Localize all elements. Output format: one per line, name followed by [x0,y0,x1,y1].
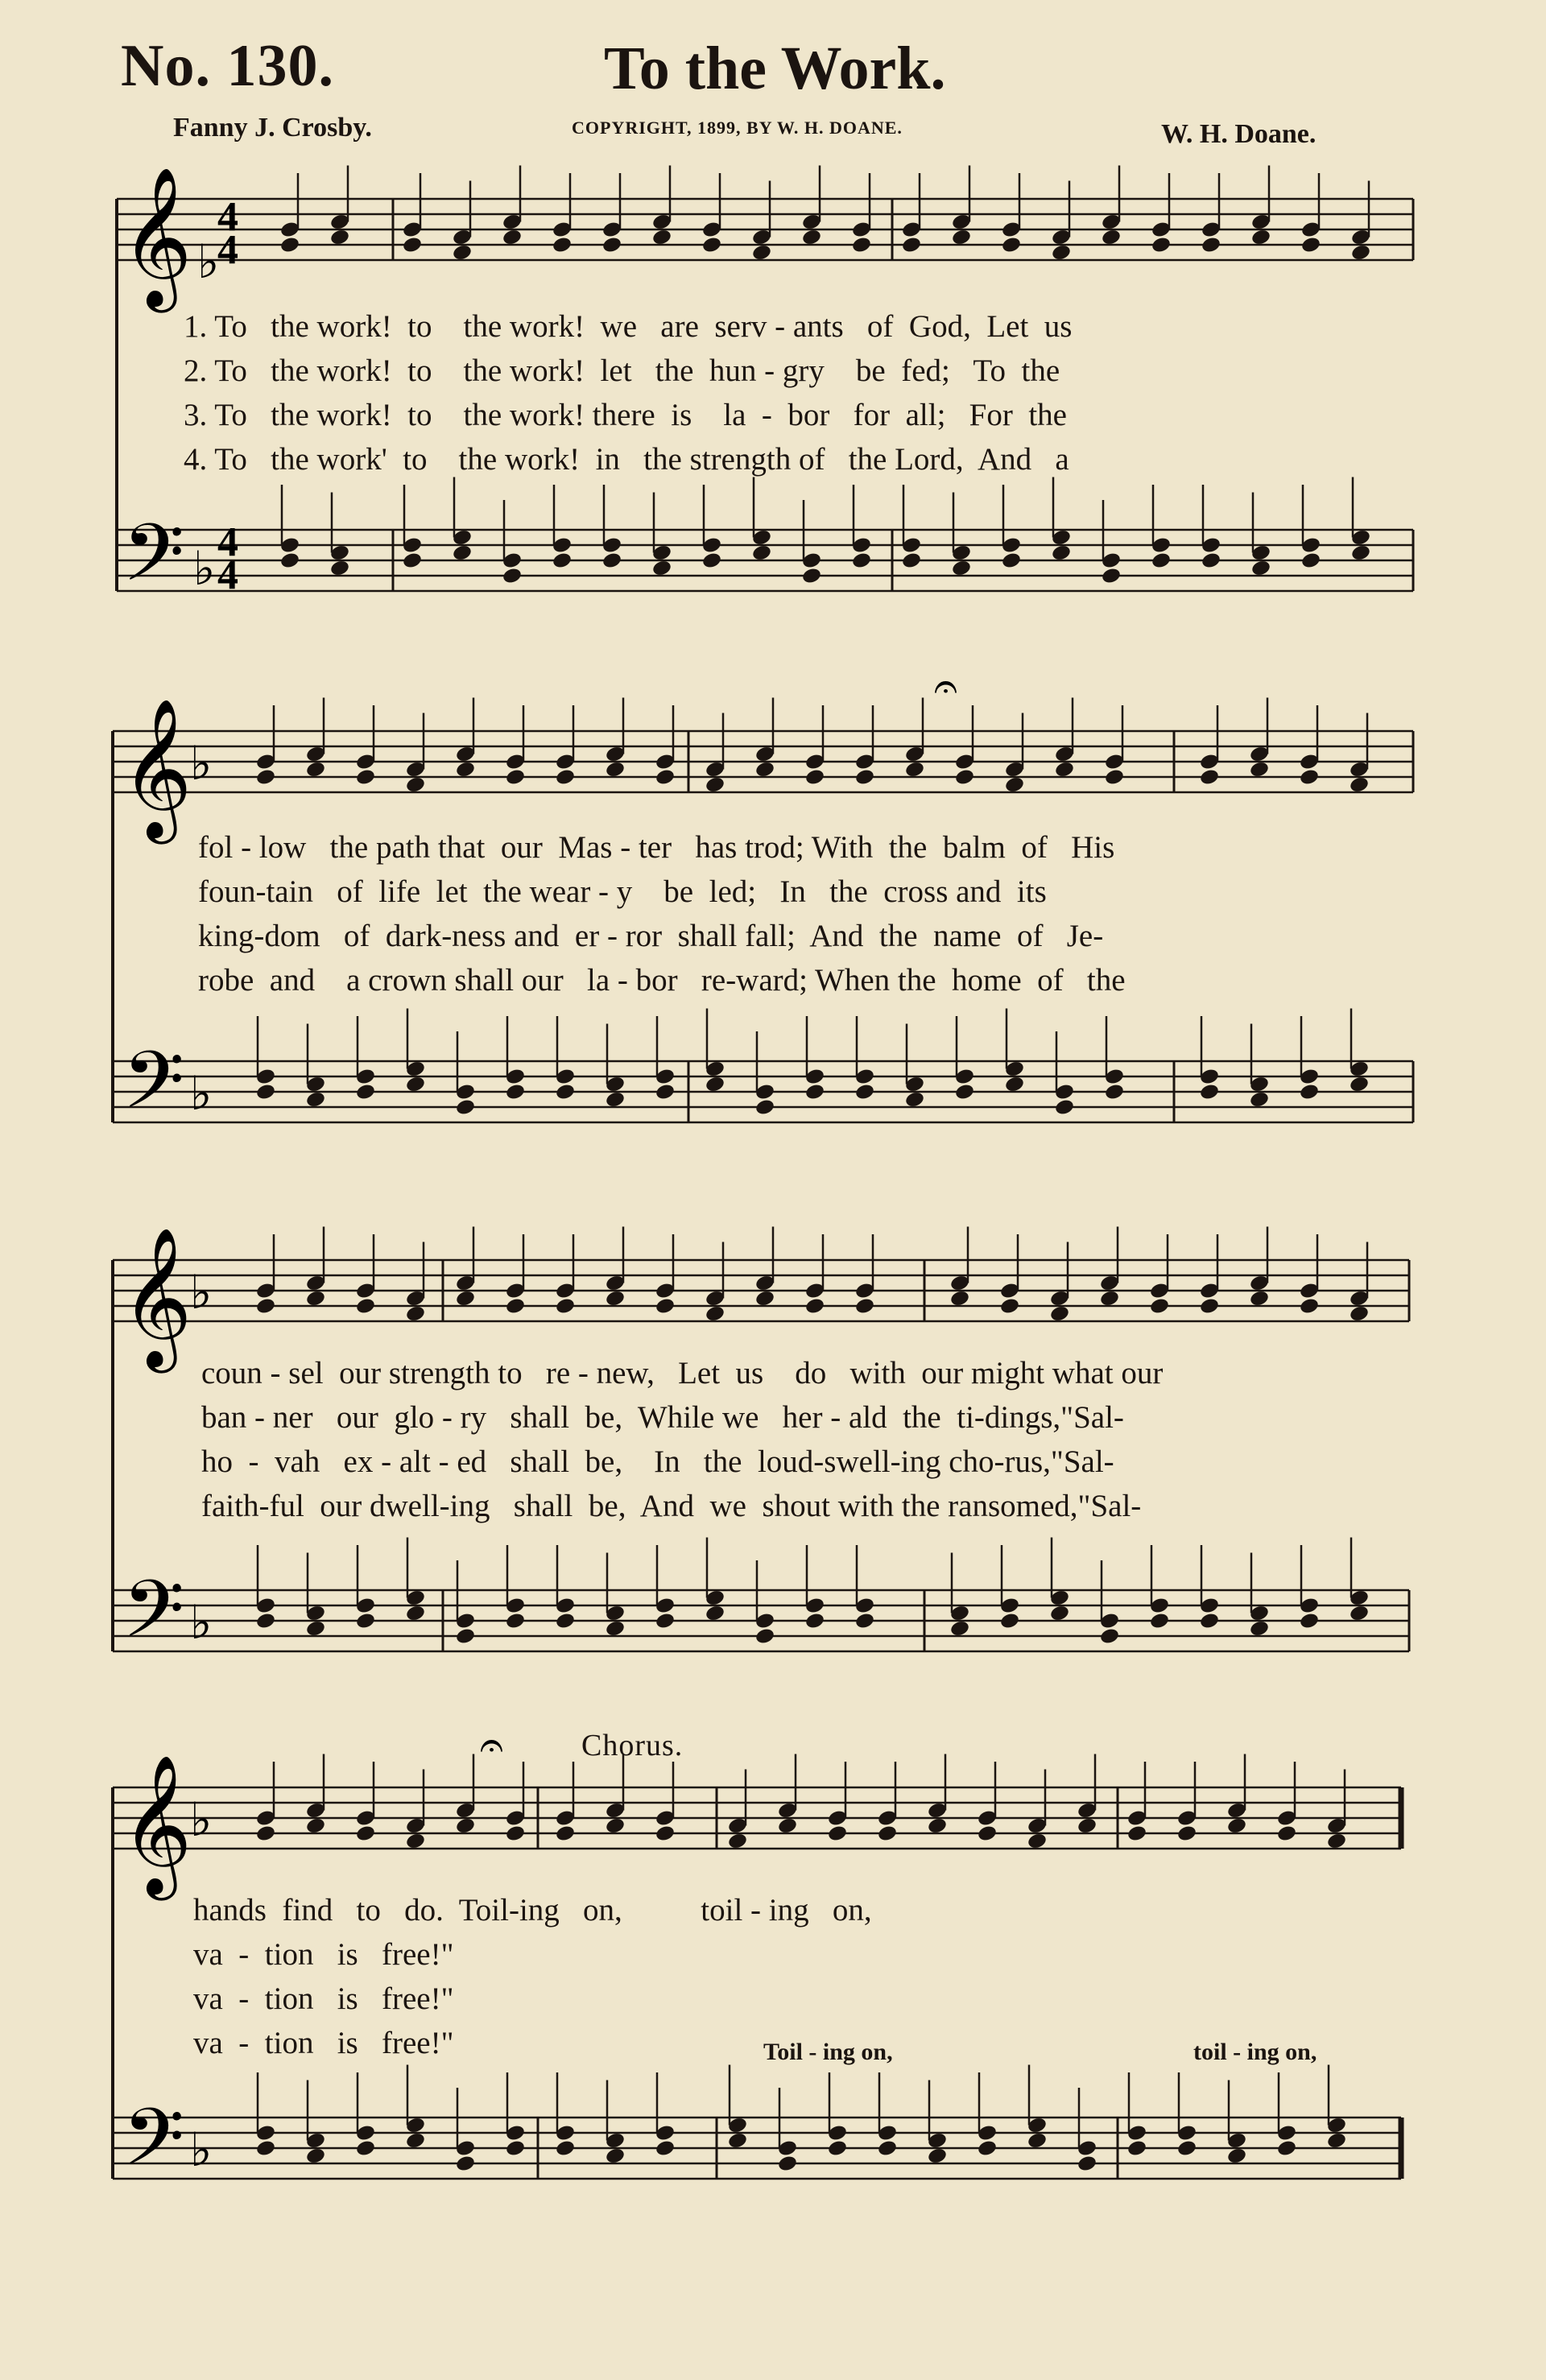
notehead [1049,1604,1070,1622]
notehead [255,1297,276,1316]
lyric-line: va - tion is free!" [193,2026,454,2060]
notehead [555,2139,576,2158]
notehead [452,543,473,562]
notehead [999,1297,1020,1316]
lyric-line: king-dom of dark-ness and er - ror shall fall; And the name of Je- [198,919,1104,953]
notehead [605,1090,626,1109]
notehead [1249,1090,1270,1109]
notehead [705,1075,725,1093]
notehead [801,228,822,246]
notehead [1276,1824,1297,1843]
notehead [1049,1304,1070,1323]
notehead [1027,2131,1048,2150]
notehead [655,1297,676,1316]
svg-text:𝄢: 𝄢 [122,507,185,619]
notehead [305,1619,326,1638]
lyric-line: 3. To the work! to the work! there is la - bor for all; For the [184,398,1067,432]
notehead [877,2139,898,2158]
notehead [1299,1612,1320,1630]
fermata-icon: 𝄐 [934,664,957,710]
notehead [405,1832,426,1850]
notehead [655,768,676,787]
notehead [901,236,922,254]
notehead [754,760,775,779]
notehead [951,228,972,246]
notehead [655,2139,676,2158]
notehead [1054,760,1075,779]
notehead [804,1297,825,1316]
notehead [555,1824,576,1843]
notehead [1054,1098,1075,1117]
notehead [1149,1612,1170,1630]
notehead [255,768,276,787]
notehead [355,1824,376,1843]
notehead [827,2139,848,2158]
notehead [904,760,925,779]
notehead [977,2139,998,2158]
notehead [1300,552,1321,570]
staff-lines [113,199,1413,2179]
notehead [1151,552,1172,570]
notehead [999,1612,1020,1630]
bass-clef-icon: 𝄢 [122,1564,185,1676]
notehead [949,1619,970,1638]
notehead [355,1297,376,1316]
notehead [804,1083,825,1101]
notehead [801,567,822,585]
flat-key-signature-icon: ♭ [197,234,220,289]
lyric-line: va - tion is free!" [193,1937,454,1972]
notehead [502,228,523,246]
notehead [405,1604,426,1622]
notehead [854,768,875,787]
notehead [751,243,772,262]
notehead [305,1816,326,1835]
notehead [305,760,326,779]
notehead [1349,1604,1370,1622]
notehead [505,1083,526,1101]
notehead [305,1289,326,1308]
notehead [655,1612,676,1630]
notehead [727,2131,748,2150]
notehead [1249,1289,1270,1308]
notehead [754,1098,775,1117]
notehead [1250,559,1271,577]
notehead [655,1824,676,1843]
notehead [505,1824,526,1843]
notehead [455,1289,476,1308]
notehead [705,1604,725,1622]
notehead [601,236,622,254]
notehead [1199,768,1220,787]
notehead [954,768,975,787]
notehead [1350,243,1371,262]
notehead [1299,768,1320,787]
notehead [601,552,622,570]
notehead [452,243,473,262]
notehead [1101,228,1122,246]
notehead [854,1612,875,1630]
notehead [455,1098,476,1117]
notehead [949,1289,970,1308]
notehead [1199,1083,1220,1101]
notehead [701,552,722,570]
notehead [1199,1612,1220,1630]
lyric-line: faith-ful our dwell-ing shall be, And we shout with the ransomed,"Sal- [201,1489,1142,1523]
lyric-line: 1. To the work! to the work! we are serv - ants of God, Let us [184,309,1073,344]
notehead [854,1083,875,1101]
notehead [1199,1297,1220,1316]
composer-credit: W. H. Doane. [1161,119,1317,149]
time-signature-bottom: 4 [217,552,238,598]
notehead [455,2155,476,2173]
notehead [605,1289,626,1308]
notehead [804,1612,825,1630]
notehead [402,552,423,570]
notehead [1201,552,1222,570]
notehead [1349,1075,1370,1093]
bass-clef-icon [122,507,184,619]
lyricist-credit: Fanny J. Crosby. [173,113,372,143]
notehead [1001,552,1022,570]
notehead [555,768,576,787]
notehead [951,559,972,577]
notehead [1099,1289,1120,1308]
notehead [505,768,526,787]
notehead [355,768,376,787]
time-signature-top: 4 [217,194,238,240]
notehead [605,1816,626,1835]
notehead [1201,236,1222,254]
bass-clef-icon: 𝄢 [122,1035,185,1147]
notehead [279,236,300,254]
notehead [605,760,626,779]
notehead [705,1304,725,1323]
notehead [1004,1075,1025,1093]
flat-key-signature-icon: ♭ [190,1066,213,1121]
notehead [455,1816,476,1835]
notehead [555,1083,576,1101]
lyric-line: ho - vah ex - alt - ed shall be, In the loud-swell-ing cho-rus,"Sal- [201,1444,1114,1479]
lyric-line: coun - sel our strength to re - new, Let us do with our might what our [201,1356,1164,1390]
notehead [854,1297,875,1316]
notehead [1051,243,1072,262]
notehead [329,559,350,577]
notehead [954,1083,975,1101]
notehead [1249,1619,1270,1638]
notehead [355,1612,376,1630]
notehead [651,559,672,577]
notehead [1326,2131,1347,2150]
notehead [552,236,573,254]
notehead [305,1090,326,1109]
notehead [329,228,350,246]
notehead [1326,1832,1347,1850]
notehead [552,552,573,570]
notehead [255,1612,276,1630]
flat-key-signature-icon: ♭ [190,1595,213,1650]
lyric-line: fol - low the path that our Mas - ter has trod; With the balm of His [198,830,1115,865]
notehead [727,1832,748,1850]
notehead [1350,543,1371,562]
notehead [1099,1627,1120,1646]
notehead [705,775,725,794]
notehead [255,1083,276,1101]
notehead [754,1627,775,1646]
bass-clef-icon: 𝄢 [122,2092,185,2204]
notehead [651,228,672,246]
flat-key-signature-icon: ♭ [190,2122,213,2177]
notehead [927,2147,948,2165]
notehead [754,1289,775,1308]
hymn-number: No. 130. [121,33,334,99]
notehead [605,1619,626,1638]
notehead [1300,236,1321,254]
lyric-line: robe and a crown shall our la - bor re-ward; When the home of the [198,963,1126,998]
notehead [804,768,825,787]
treble-clef-icon: 𝄞 [121,698,192,838]
notehead [777,1816,798,1835]
notehead [1299,1083,1320,1101]
notehead [405,1304,426,1323]
flat-key-signature-icon: ♭ [190,736,213,791]
lyric-line: 4. To the work' to the work! in the strength of the Lord, And a [184,442,1069,477]
notehead [405,2131,426,2150]
notehead [1176,2139,1197,2158]
flat-key-signature-icon: ♭ [190,1265,213,1320]
hymn-title: To the Work. [604,35,946,102]
notehead [1226,2147,1247,2165]
notehead [505,1612,526,1630]
treble-clef-icon: 𝄞 [121,1227,192,1367]
notehead [927,1816,948,1835]
notehead [827,1824,848,1843]
notehead [455,1627,476,1646]
notehead [405,1075,426,1093]
notehead [1077,2155,1097,2173]
notehead [904,1090,925,1109]
notehead [279,552,300,570]
notehead [1104,1083,1125,1101]
notehead [851,552,872,570]
flat-key-signature-icon: ♭ [190,1792,213,1847]
notehead [1101,567,1122,585]
treble-clef-icon [121,167,192,313]
notehead [977,1824,998,1843]
notehead [1276,2139,1297,2158]
notehead [1004,775,1025,794]
notehead [505,2139,526,2158]
notehead [1077,1816,1097,1835]
notehead [655,1083,676,1101]
lyric-line: va - tion is free!" [193,1981,454,2016]
time-signature-bottom: 4 [217,227,238,273]
notehead [1226,1816,1247,1835]
time-signature-top: 4 [217,519,238,565]
notehead [355,1083,376,1101]
fermata-icon: 𝄐 [480,1723,503,1769]
copyright-notice: COPYRIGHT, 1899, BY W. H. DOANE. [572,118,903,138]
notehead [1126,1824,1147,1843]
notehead [455,760,476,779]
notehead [355,2139,376,2158]
notehead [1051,543,1072,562]
notehead [1151,236,1172,254]
notehead [851,236,872,254]
chorus-label: Chorus. [581,1729,684,1762]
notehead [405,775,426,794]
notehead [1349,1304,1370,1323]
notehead [1126,2139,1147,2158]
notehead [751,543,772,562]
notehead [1001,236,1022,254]
lyric-line: foun-tain of life let the wear - y be led; In the cross and its [198,874,1047,909]
notehead [555,1297,576,1316]
bass-lyric: toil - ing on, [1193,2039,1317,2065]
lyric-line: 2. To the work! to the work! let the hun - gry be fed; To the [184,353,1060,388]
svg-text:𝄞: 𝄞 [121,167,192,307]
notehead [877,1824,898,1843]
notehead [701,236,722,254]
lyric-line: hands find to do. Toil-ing on, toil - ing on, [193,1893,872,1928]
notehead [255,2139,276,2158]
notehead [605,2147,626,2165]
notehead [1176,1824,1197,1843]
lyric-line: ban - ner our glo - ry shall be, While we her - ald the ti-dings,"Sal- [201,1400,1124,1435]
notehead [777,2155,798,2173]
notehead [555,1612,576,1630]
notehead [1104,768,1125,787]
notehead [1299,1297,1320,1316]
notehead [1349,775,1370,794]
notehead [402,236,423,254]
notehead [901,552,922,570]
notehead [1250,228,1271,246]
notehead [255,1824,276,1843]
notehead [1249,760,1270,779]
notehead [1149,1297,1170,1316]
notehead [305,2147,326,2165]
flat-key-signature-icon: ♭ [193,541,216,596]
notehead [1027,1832,1048,1850]
bass-lyric: Toil - ing on, [763,2039,893,2065]
notehead [502,567,523,585]
treble-clef-icon: 𝄞 [121,1754,192,1894]
notehead [505,1297,526,1316]
